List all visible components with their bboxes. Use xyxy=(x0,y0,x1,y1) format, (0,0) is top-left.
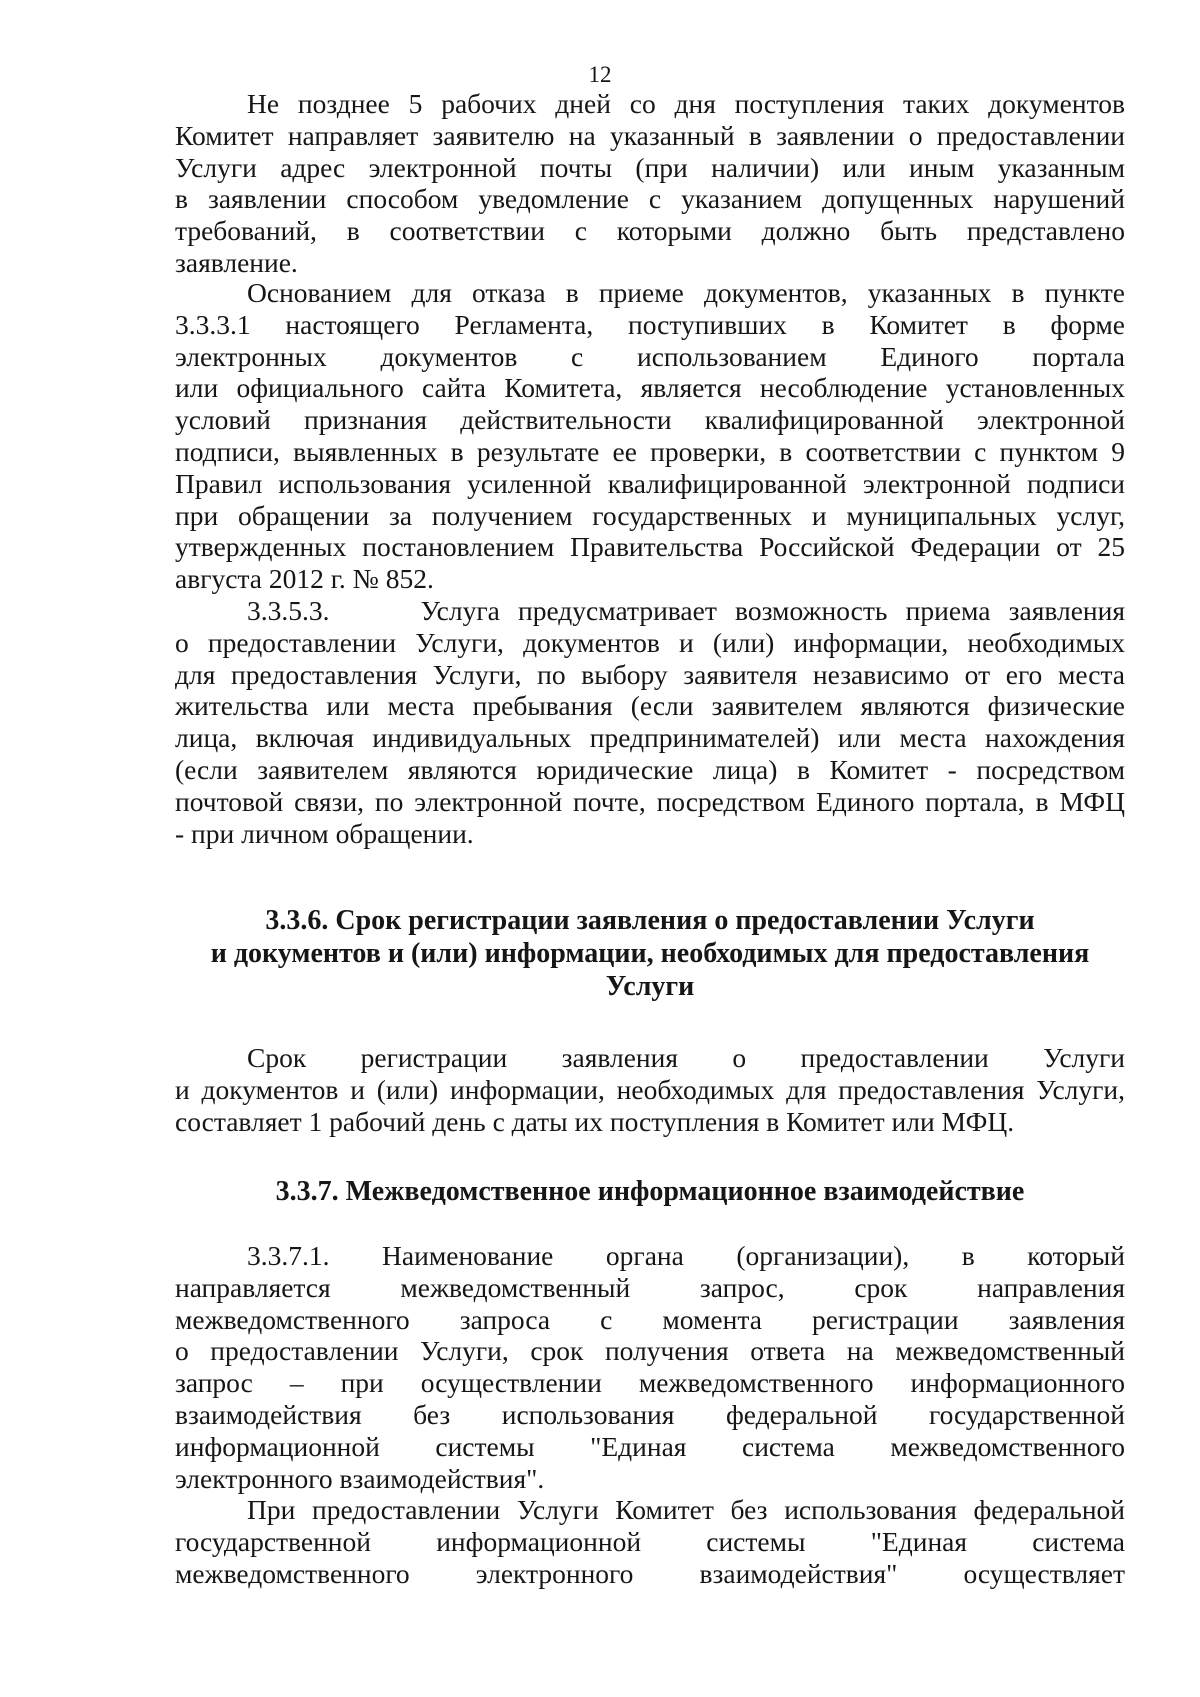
text-line: составляет 1 рабочий день с даты их поступления в Комитет или МФЦ. xyxy=(175,1105,1015,1137)
text-line: о предоставлении Услуги, документов и (или) информации, необходимых xyxy=(175,626,1125,658)
text-line: межведомственного запроса с момента регистрации заявления xyxy=(175,1303,1125,1335)
page-number: 12 xyxy=(588,62,612,87)
text-line: (если заявителем являются юридические лица) в Комитет - посредством xyxy=(175,753,1125,785)
text-line: заявление. xyxy=(175,246,298,278)
paragraph-refusal-grounds xyxy=(175,277,1125,595)
text-line: подписи, выявленных в результате ее проверки, в соответствии с пунктом 9 xyxy=(175,435,1125,467)
text-line: При предоставлении Услуги Комитет без использования федеральной xyxy=(247,1494,1125,1525)
paragraph-interaction xyxy=(175,1494,1125,1589)
text-line: информационной системы "Единая система межведомственного xyxy=(175,1430,1125,1462)
text-line: 3.3.3.1 настоящего Регламента, поступивших в Комитет в форме xyxy=(175,308,1125,340)
text-line: электронного взаимодействия". xyxy=(175,1462,545,1494)
text-line: Не позднее 5 рабочих дней со дня поступления таких документов xyxy=(247,88,1125,119)
text-line: утвержденных постановлением Правительства Российской Федерации от 25 xyxy=(175,531,1125,563)
text-line: жительства или места пребывания (если заявителем являются физические xyxy=(175,690,1125,722)
paragraph-registration-term xyxy=(175,1042,1125,1137)
text-line: 3.3.7.1. Наименование органа (организации), в который xyxy=(247,1240,1125,1271)
text-line: Правил использования усиленной квалифицированной электронной подписи xyxy=(175,467,1125,499)
section-heading-3-3-6 xyxy=(175,904,1125,1003)
text-line: Комитет направляет заявителю на указанный в заявлении о предоставлении xyxy=(175,119,1125,151)
text-line: требований, в соответствии с которыми должно быть представлено xyxy=(175,215,1125,247)
text-line: взаимодействия без использования федеральной государственной xyxy=(175,1398,1125,1430)
paragraph-3-3-7-1 xyxy=(175,1240,1125,1494)
text-line: о предоставлении Услуги, срок получения ответа на межведомственный xyxy=(175,1335,1125,1367)
paragraph-notification-deadline xyxy=(175,88,1125,279)
text-line: Услуги адрес электронной почты (при наличии) или иным указанным xyxy=(175,151,1125,183)
section-heading-3-3-7 xyxy=(175,1175,1125,1208)
text-line: августа 2012 г. № 852. xyxy=(175,563,434,595)
text-line: Основанием для отказа в приеме документов, указанных в пункте xyxy=(247,277,1125,308)
text-line: для предоставления Услуги, по выбору заявителя независимо от его места xyxy=(175,658,1125,690)
text-line: направляется межведомственный запрос, срок направления xyxy=(175,1271,1125,1303)
text-line: государственной информационной системы "Единая система xyxy=(175,1525,1125,1557)
text-line: электронных документов с использованием Единого портала xyxy=(175,340,1125,372)
text-line: - при личном обращении. xyxy=(175,817,474,849)
text-line: запрос – при осуществлении межведомственного информационного xyxy=(175,1367,1125,1399)
text-line: Срок регистрации заявления о предоставлении Услуги xyxy=(247,1042,1125,1073)
text-line: и документов и (или) информации, необходимых для предоставления Услуги, xyxy=(175,1073,1125,1105)
heading-line: Услуги xyxy=(605,971,695,1002)
heading-line: 3.3.7. Межведомственное информационное взаимодействие xyxy=(275,1176,1025,1207)
paragraph-3-3-5-3 xyxy=(175,595,1125,849)
text-line: или официального сайта Комитета, является несоблюдение установленных xyxy=(175,372,1125,404)
text-line: при обращении за получением государственных и муниципальных услуг, xyxy=(175,499,1125,531)
text-line: почтовой связи, по электронной почте, посредством Единого портала, в МФЦ xyxy=(175,785,1125,817)
text-line: 3.3.5.3. Услуга предусматривает возможность приема заявления xyxy=(247,595,1125,626)
heading-line: 3.3.6. Срок регистрации заявления о предоставлении Услуги xyxy=(265,905,1035,936)
heading-line: и документов и (или) информации, необходимых для предоставления xyxy=(210,938,1090,969)
text-line: условий признания действительности квалифицированной электронной xyxy=(175,404,1125,436)
text-line: в заявлении способом уведомление с указанием допущенных нарушений xyxy=(175,183,1125,215)
text-line: лица, включая индивидуальных предпринимателей) или места нахождения xyxy=(175,722,1125,754)
text-line: межведомственного электронного взаимодействия" осуществляет xyxy=(175,1557,1125,1589)
